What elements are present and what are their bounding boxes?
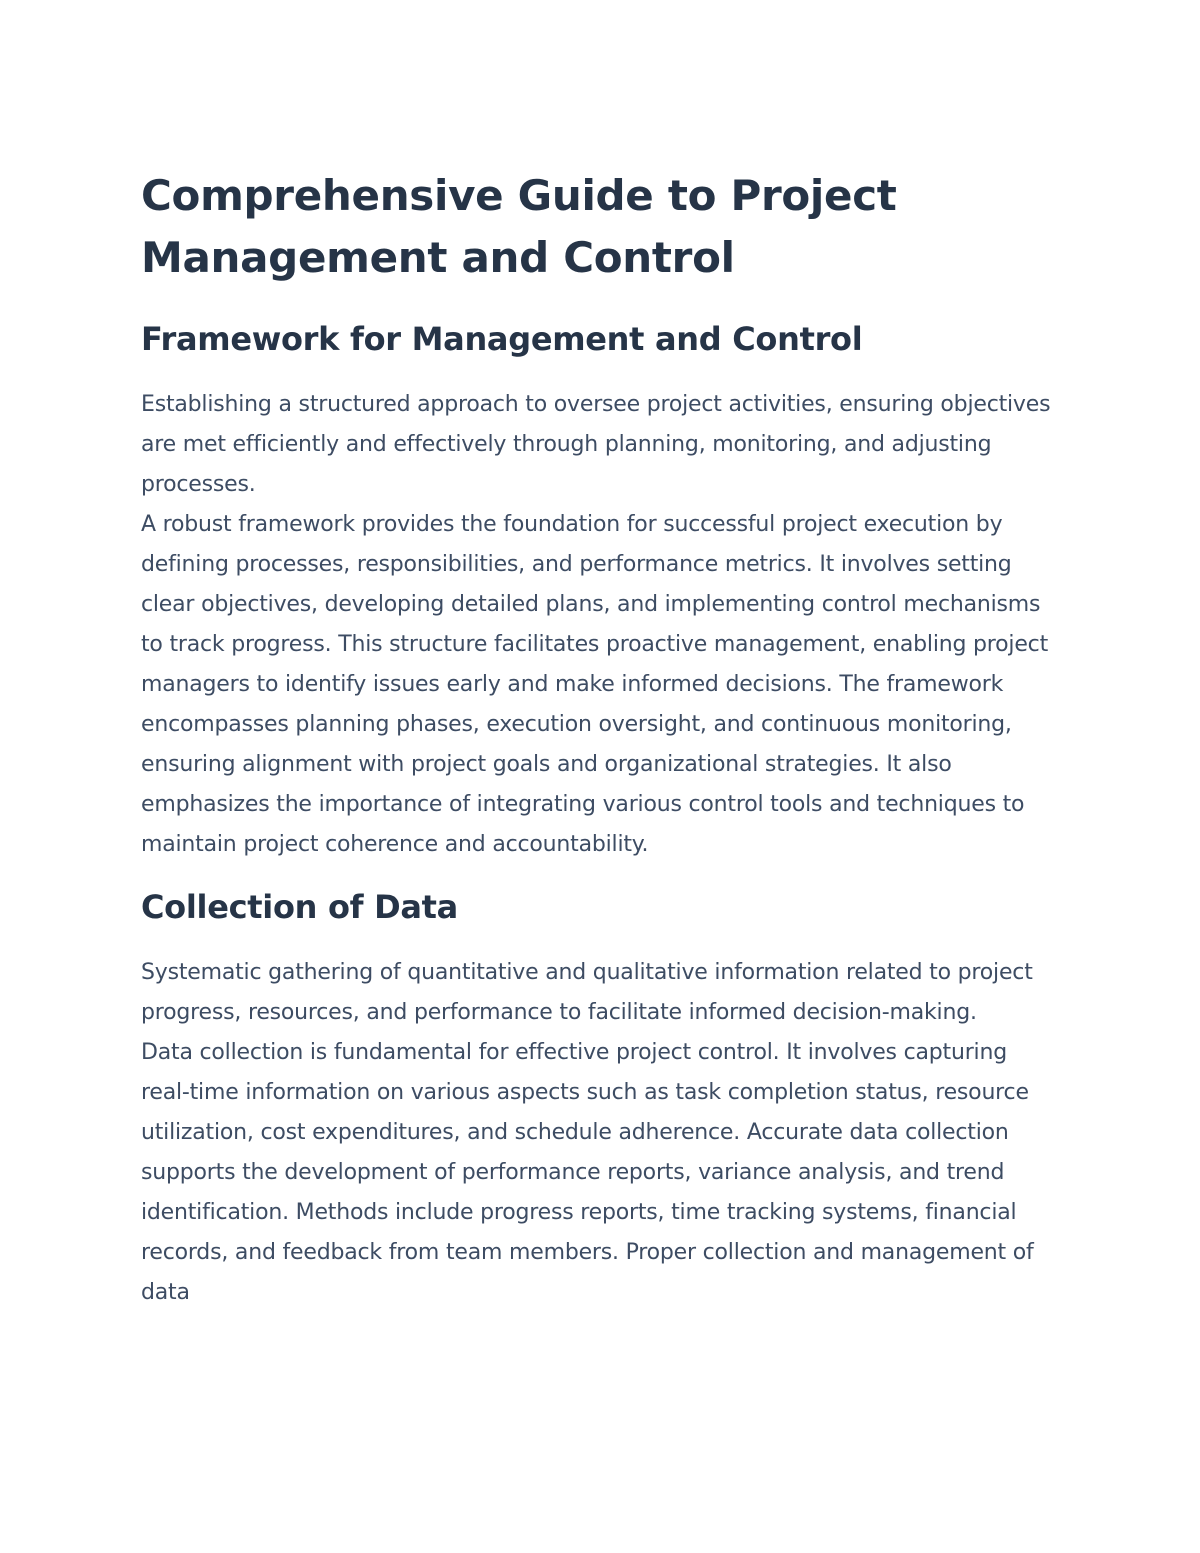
section-body: Data collection is fundamental for effective project control. It involves capturing real-time information on various aspects such as task completion status, resource utilization, cost expenditures, and schedule adherence. Accurate data collection supports the development of performance reports, variance analysis, and trend identification. Methods include progress reports, time tracking systems, financial records, and feedback from team members. Proper collection and management of data — [141, 1040, 1034, 1305]
section-framework — [141, 317, 1056, 865]
section-heading: Collection of Data — [141, 888, 458, 926]
section-summary: Systematic gathering of quantitative and qualitative information related to project progress, resources, and performance to facilitate informed decision-making. — [141, 960, 1033, 1025]
section-summary: Establishing a structured approach to oversee project activities, ensuring objectives are met efficiently and effectively through planning, monitoring, and adjusting processes. — [141, 392, 1051, 497]
document-title: Comprehensive Guide to Project Management and Control — [141, 171, 897, 282]
section-data-collection — [141, 885, 1056, 1313]
document-page — [141, 165, 1056, 1313]
section-body: A robust framework provides the foundation for successful project execution by defining processes, responsibilities, and performance metrics. It involves setting clear objectives, developing detailed plans, and implementing control mechanisms to track progress. This structure facilitates proactive management, enabling project managers to identify issues early and make informed decisions. The framework encompasses planning phases, execution oversight, and continuous monitoring, ensuring alignment with project goals and organizational strategies. It also emphasizes the importance of integrating various control tools and techniques to maintain project coherence and accountability. — [141, 512, 1048, 857]
section-heading: Framework for Management and Control — [141, 320, 863, 358]
